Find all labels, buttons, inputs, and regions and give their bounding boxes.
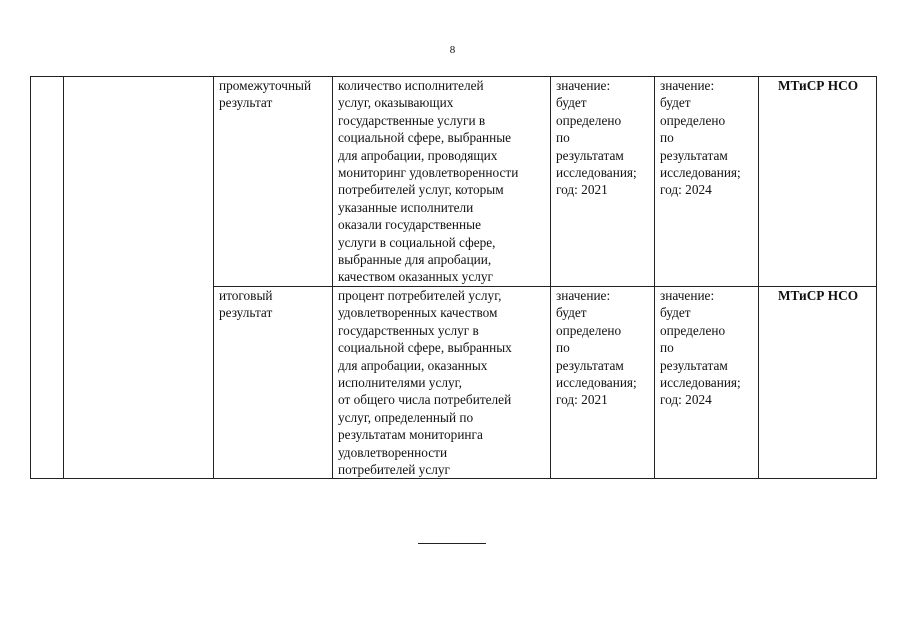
cell-line: услуги в социальной сфере,	[338, 234, 496, 250]
cell-line: промежуточный	[219, 78, 312, 93]
cell-line: результатам	[660, 147, 728, 163]
cell-line: год: 2021	[556, 182, 608, 198]
cell-line: процент потребителей услуг,	[338, 287, 502, 303]
indicators-table	[30, 76, 877, 479]
cell-line: выбранные для апробации,	[338, 252, 492, 268]
cell-line: исследования;	[556, 374, 637, 390]
cell-line: мониторинг удовлетворенности	[338, 165, 519, 181]
page-number: 8	[449, 44, 456, 56]
cell-line: определено	[660, 112, 726, 128]
cell-line: потребителей услуг	[338, 461, 450, 477]
cell-line: социальной сфере, выбранных	[338, 340, 512, 356]
cell-line: результатам	[556, 357, 624, 373]
row-title-cell	[64, 77, 214, 479]
base-value-cell	[551, 77, 655, 287]
cell-line: результат	[219, 95, 273, 111]
cell-line: государственных услуг в	[338, 322, 479, 338]
cell-line: удовлетворенных качеством	[338, 305, 498, 321]
cell-line: результатам	[556, 147, 624, 163]
indicator-description-cell	[333, 77, 551, 287]
cell-line: для апробации, оказанных	[338, 357, 488, 373]
target-value-cell	[655, 77, 759, 287]
cell-line: значение:	[660, 287, 715, 303]
responsible-agency-cell: МТиСР НСО	[759, 77, 877, 287]
cell-line: будет	[660, 305, 691, 321]
table-row	[31, 77, 877, 287]
end-separator-line	[418, 543, 486, 544]
cell-line: по	[660, 340, 674, 356]
cell-line: для апробации, проводящих	[338, 147, 498, 163]
result-type-cell	[214, 286, 333, 478]
cell-line: определено	[556, 112, 622, 128]
cell-line: услуг, оказывающих	[338, 95, 454, 111]
cell-line: указанные исполнители	[338, 199, 474, 215]
cell-line: итоговый	[219, 287, 273, 303]
target-value-cell	[655, 286, 759, 478]
cell-line: значение:	[556, 287, 611, 303]
cell-line: определено	[660, 322, 726, 338]
base-value-cell	[551, 286, 655, 478]
cell-line: определено	[556, 322, 622, 338]
cell-line: по	[556, 340, 570, 356]
cell-line: по	[660, 130, 674, 146]
cell-line: результатам мониторинга	[338, 427, 483, 443]
cell-line: количество исполнителей	[338, 78, 484, 93]
cell-line: оказали государственные	[338, 217, 481, 233]
cell-line: от общего числа потребителей	[338, 392, 512, 408]
cell-line: будет	[556, 305, 587, 321]
cell-line: значение:	[556, 78, 611, 93]
cell-line: значение:	[660, 78, 715, 93]
cell-line: удовлетворенности	[338, 444, 448, 460]
cell-line: социальной сфере, выбранные	[338, 130, 512, 146]
cell-line: государственные услуги в	[338, 112, 486, 128]
responsible-agency-cell: МТиСР НСО	[759, 286, 877, 478]
cell-line: результатам	[660, 357, 728, 373]
cell-line: год: 2024	[660, 182, 712, 198]
cell-line: год: 2024	[660, 392, 712, 408]
cell-line: будет	[660, 95, 691, 111]
row-number-cell	[31, 77, 64, 479]
cell-line: год: 2021	[556, 392, 608, 408]
result-type-cell	[214, 77, 333, 287]
cell-line: по	[556, 130, 570, 146]
cell-line: качеством оказанных услуг	[338, 269, 493, 285]
indicator-description-cell	[333, 286, 551, 478]
cell-line: потребителей услуг, которым	[338, 182, 504, 198]
cell-line: исследования;	[660, 374, 741, 390]
cell-line: исследования;	[660, 165, 741, 181]
cell-line: будет	[556, 95, 587, 111]
cell-line: услуг, определенный по	[338, 409, 474, 425]
cell-line: исполнителями услуг,	[338, 374, 462, 390]
cell-line: результат	[219, 305, 273, 321]
cell-line: исследования;	[556, 165, 637, 181]
